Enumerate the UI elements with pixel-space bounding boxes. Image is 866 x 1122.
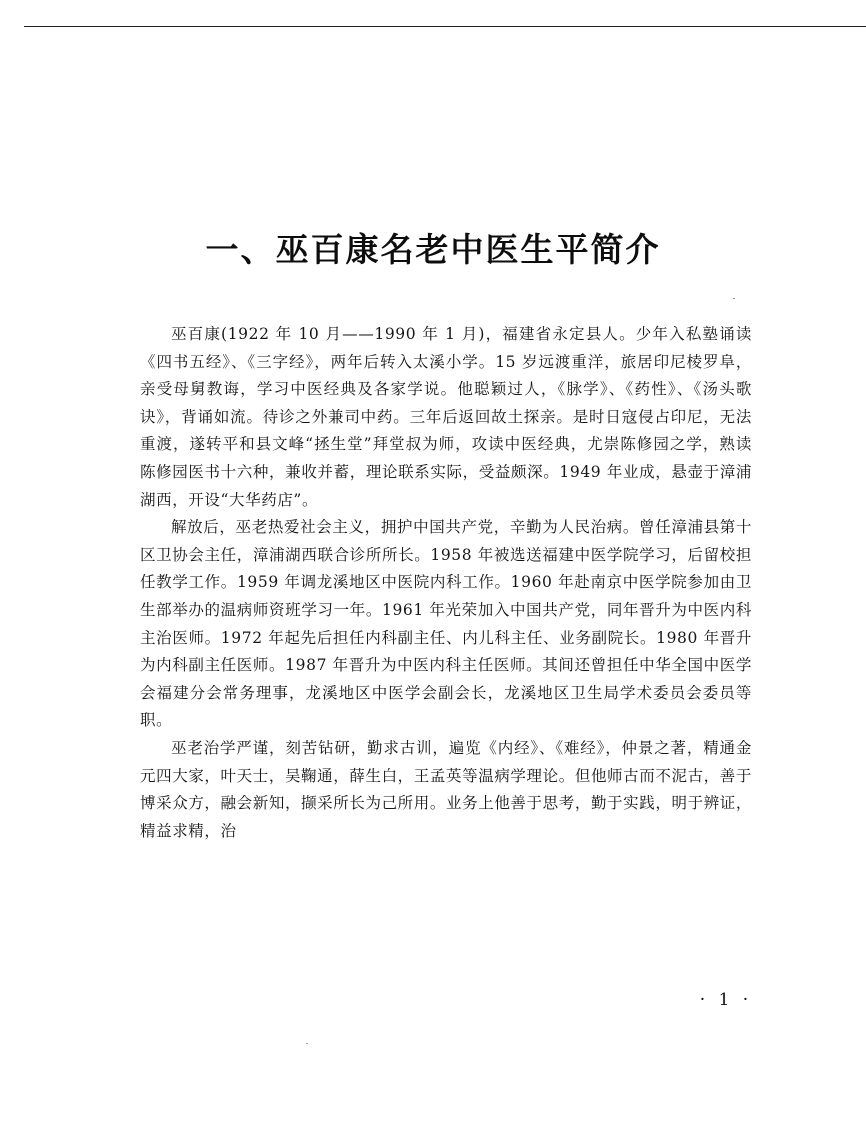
top-rule xyxy=(24,26,866,27)
scan-speck xyxy=(306,1043,308,1044)
paragraph-biography: 巫百康(1922 年 10 月——1990 年 1 月)，福建省永定县人。少年入私塾诵读《四书五经》、《三字经》，两年后转入太溪小学。15 岁远渡重洋，旅居印尼棱罗阜，亲受母舅教诲，学习中医经典及各家学说。他聪颖过人，《脉学》、《药性》、《汤头歌诀》，背诵如流。待诊之外兼司中药。三年后返回故土探亲。是时日寇侵占印尼，无法重渡，遂转平和县文峰“拯生堂”拜堂叔为师，攻读中医经典，尤崇陈修园之学，熟读陈修园医书十六种，兼收并蓄，理论联系实际，受益颇深。1949 年业成，悬壶于漳浦湖西，开设“大华药店”。 xyxy=(140,325,752,509)
paragraph-career: 解放后，巫老热爱社会主义，拥护中国共产党，辛勤为人民治病。曾任漳浦县第十区卫协会主任，漳浦湖西联合诊所所长。1958 年被选送福建中医学院学习，后留校担任教学工作。1959 年调龙溪地区中医院内科工作。1960 年赴南京中医学院参加由卫生部举办的温病师资班学习一年。1961 年光荣加入中国共产党，同年晋升为中医内科主治医师。1972 年起先后担任内科副主任、内儿科主任、业务副院长。1980 年晋升为内科副主任医师。1987 年晋升为中医内科主任医师。其间还曾担任中华全国中医学会福建分会常务理事，龙溪地区中医学会副会长，龙溪地区卫生局学术委员会委员等职。 xyxy=(140,518,752,730)
body-text xyxy=(140,321,752,845)
paragraph-scholarship: 巫老治学严谨，刻苦钻研，勤求古训，遍览《内经》、《难经》，仲景之著，精通金元四大家，叶天士，吴鞠通，薛生白，王孟英等温病学理论。但他师古而不泥古，善于博采众方，融会新知，撷采所长为己所用。业务上他善于思考，勤于实践，明于辨证，精益求精，治 xyxy=(140,738,752,840)
page-number: · 1 · xyxy=(699,990,753,1010)
chapter-title: 一、巫百康名老中医生平简介 xyxy=(205,230,661,269)
scan-speck xyxy=(733,298,735,299)
